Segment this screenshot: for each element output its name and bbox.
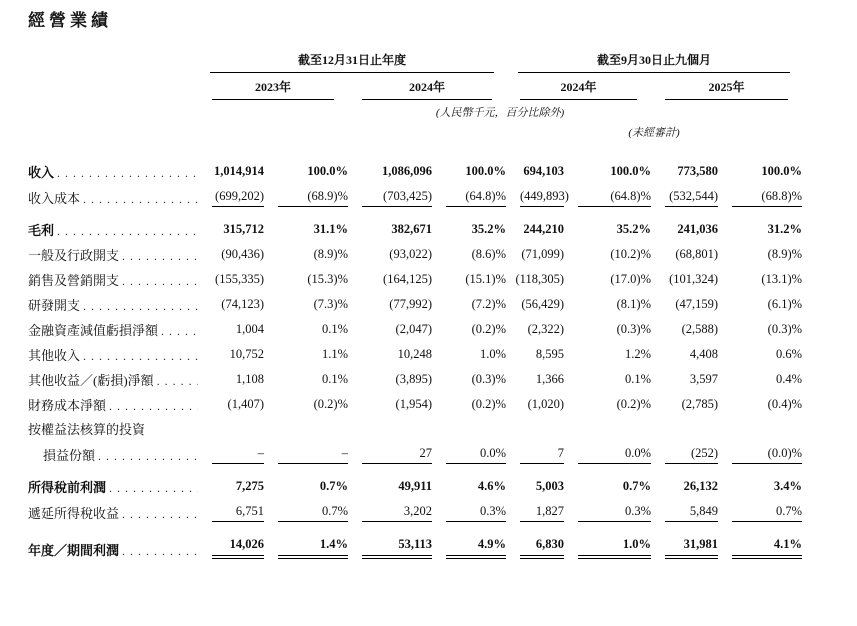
cell-value: 53,113 bbox=[348, 525, 432, 562]
row-label-text: 年度／期間利潤 bbox=[28, 543, 120, 558]
cell-value: 382,671 bbox=[391, 222, 432, 236]
cell-value: 1,108 bbox=[235, 372, 264, 386]
cell-value: 0.7% bbox=[319, 478, 348, 493]
row-label bbox=[28, 292, 198, 317]
cell-value: 1.1% bbox=[321, 347, 348, 361]
cell-value: 0.3% bbox=[432, 499, 506, 525]
cell-value: 0.7% bbox=[718, 499, 802, 525]
cell-value: (68.9)% bbox=[264, 184, 348, 210]
table-row bbox=[28, 342, 802, 367]
cell-value: – bbox=[198, 441, 264, 467]
cell-value: (101,324) bbox=[669, 272, 719, 286]
cell-value: 0.7% bbox=[264, 499, 348, 525]
cell-value: (47,159) bbox=[675, 297, 719, 311]
dot-leader bbox=[83, 298, 198, 314]
cell-value: (7.2)% bbox=[471, 297, 507, 311]
cell-value: 0.1% bbox=[321, 322, 348, 336]
cell-value: 35.2% bbox=[616, 222, 652, 236]
row-label bbox=[28, 140, 198, 184]
row-label bbox=[28, 417, 198, 441]
cell-value: 5,003 bbox=[535, 478, 565, 493]
cell-value: 0.1% bbox=[321, 372, 348, 386]
table-row bbox=[28, 417, 802, 441]
row-label-text: 所得稅前利潤 bbox=[28, 480, 107, 495]
cell-value: (77,992) bbox=[389, 297, 432, 311]
period-group-annual bbox=[198, 51, 506, 73]
dot-leader bbox=[109, 398, 198, 414]
cell-value: 7,275 bbox=[235, 478, 264, 493]
row-label bbox=[28, 267, 198, 292]
cell-value: 0.0% bbox=[432, 441, 506, 467]
cell-value: 4.6% bbox=[477, 478, 507, 493]
cell-value: 1.2% bbox=[624, 347, 652, 361]
cell-value: (6.1)% bbox=[767, 297, 803, 311]
cell-value: (0.2)% bbox=[471, 322, 507, 336]
cell-value: 27 bbox=[348, 441, 432, 467]
page-title: 經營業績 bbox=[28, 11, 112, 30]
cell-value: (64.8)% bbox=[432, 184, 506, 210]
cell-value: (68.8)% bbox=[718, 184, 802, 210]
period-group-annual-label: 截至12月31日止年度 bbox=[210, 51, 494, 73]
table-row bbox=[28, 242, 802, 267]
cell-value: (164,125) bbox=[383, 272, 432, 286]
table-row bbox=[28, 140, 802, 184]
column-year-2024: 2024年 bbox=[348, 73, 506, 100]
column-year-2023: 2023年 bbox=[198, 73, 348, 100]
cell-value: (74,123) bbox=[221, 297, 264, 311]
cell-value: (8.6)% bbox=[471, 247, 507, 261]
cell-value: (155,335) bbox=[215, 272, 264, 286]
cell-value: 10,752 bbox=[229, 347, 264, 361]
cell-value: 1,086,096 bbox=[382, 164, 432, 178]
header-spacer bbox=[28, 120, 198, 140]
dot-leader bbox=[57, 165, 198, 181]
cell-value: 10,248 bbox=[397, 347, 432, 361]
cell-value bbox=[564, 417, 651, 441]
cell-value: 7 bbox=[506, 441, 564, 467]
cell-value: 100.0% bbox=[465, 164, 507, 178]
cell-value: (71,099) bbox=[521, 247, 565, 261]
cell-value: (93,022) bbox=[389, 247, 432, 261]
dot-leader bbox=[83, 191, 198, 207]
row-label bbox=[28, 441, 198, 467]
cell-value: (68,801) bbox=[675, 247, 719, 261]
row-label-text: 遞延所得稅收益 bbox=[28, 506, 120, 521]
cell-value: 6,830 bbox=[506, 525, 564, 562]
column-year-2024-9m: 2024年 bbox=[506, 73, 651, 100]
dot-leader bbox=[122, 506, 198, 522]
cell-value: 0.1% bbox=[624, 372, 652, 386]
cell-value: 773,580 bbox=[677, 164, 719, 178]
cell-value: 100.0% bbox=[307, 164, 348, 178]
cell-value: (699,202) bbox=[198, 184, 264, 210]
cell-value: (8.1)% bbox=[616, 297, 652, 311]
cell-value: (0.0)% bbox=[718, 441, 802, 467]
cell-value: 4,408 bbox=[689, 347, 719, 361]
row-label bbox=[28, 242, 198, 267]
cell-value bbox=[651, 417, 718, 441]
row-label bbox=[28, 317, 198, 342]
row-label bbox=[28, 184, 198, 210]
cell-value bbox=[718, 417, 802, 441]
dot-leader bbox=[122, 273, 198, 289]
cell-value bbox=[506, 417, 564, 441]
table-header bbox=[28, 51, 802, 140]
cell-value: (1,407) bbox=[227, 397, 264, 411]
dot-leader bbox=[57, 223, 198, 239]
cell-value: (1,954) bbox=[395, 397, 432, 411]
dot-leader bbox=[157, 373, 198, 389]
unaudited-note: (未經審計) bbox=[628, 127, 680, 139]
cell-value: 100.0% bbox=[761, 164, 803, 178]
cell-value: (8.9)% bbox=[767, 247, 803, 261]
period-group-row bbox=[28, 51, 802, 73]
table-row bbox=[28, 367, 802, 392]
cell-value: 694,103 bbox=[523, 164, 565, 178]
table-row bbox=[28, 267, 802, 292]
table-row bbox=[28, 467, 802, 499]
cell-value: 3,597 bbox=[689, 372, 719, 386]
cell-value: 1,366 bbox=[535, 372, 565, 386]
period-group-nine-months bbox=[506, 51, 802, 73]
dot-leader bbox=[122, 543, 198, 559]
cell-value bbox=[348, 417, 432, 441]
cell-value: (0.3)% bbox=[616, 322, 652, 336]
cell-value: 4.9% bbox=[432, 525, 506, 562]
units-note-row bbox=[28, 100, 802, 120]
table-row bbox=[28, 184, 802, 210]
cell-value: 8,595 bbox=[535, 347, 565, 361]
cell-value: 0.7% bbox=[622, 478, 652, 493]
year-header-row bbox=[28, 73, 802, 100]
cell-value: (2,785) bbox=[681, 397, 719, 411]
row-label-text: 研發開支 bbox=[28, 298, 81, 314]
cell-value: 49,911 bbox=[398, 478, 432, 493]
cell-value: 26,132 bbox=[683, 478, 719, 493]
cell-value: (15.1)% bbox=[465, 272, 507, 286]
cell-value: 315,712 bbox=[223, 222, 264, 236]
dot-leader bbox=[161, 323, 198, 339]
cell-value: 1.4% bbox=[264, 525, 348, 562]
cell-value: 31.1% bbox=[313, 222, 348, 236]
row-label bbox=[28, 467, 198, 499]
cell-value: 241,036 bbox=[677, 222, 719, 236]
cell-value: 3.4% bbox=[773, 478, 803, 493]
cell-value: (0.3)% bbox=[767, 322, 803, 336]
cell-value: (13.1)% bbox=[761, 272, 803, 286]
cell-value: 0.0% bbox=[564, 441, 651, 467]
cell-value: (0.2)% bbox=[313, 397, 348, 411]
row-label bbox=[28, 342, 198, 367]
cell-value: 3,202 bbox=[348, 499, 432, 525]
dot-leader bbox=[98, 448, 198, 464]
cell-value: (449,893) bbox=[506, 184, 564, 210]
cell-value: (8.9)% bbox=[313, 247, 348, 261]
cell-value: 0.4% bbox=[775, 372, 803, 386]
dot-leader bbox=[109, 480, 198, 496]
row-label-text: 按權益法核算的投資 bbox=[28, 422, 146, 437]
header-spacer bbox=[28, 100, 198, 120]
row-label-text: 一般及行政開支 bbox=[28, 248, 120, 264]
table-row bbox=[28, 210, 802, 242]
row-label-text: 收入成本 bbox=[28, 191, 81, 207]
cell-value: – bbox=[264, 441, 348, 467]
cell-value: (2,047) bbox=[395, 322, 432, 336]
table-body bbox=[28, 140, 802, 562]
cell-value: 35.2% bbox=[471, 222, 507, 236]
header-spacer bbox=[28, 51, 198, 73]
header-spacer bbox=[198, 120, 506, 140]
cell-value: (0.2)% bbox=[471, 397, 507, 411]
cell-value: 100.0% bbox=[610, 164, 652, 178]
dot-leader bbox=[83, 348, 198, 364]
cell-value: (532,544) bbox=[651, 184, 718, 210]
cell-value bbox=[198, 417, 264, 441]
cell-value bbox=[432, 417, 506, 441]
cell-value: (0.4)% bbox=[767, 397, 803, 411]
row-label-text: 銷售及營銷開支 bbox=[28, 273, 120, 289]
cell-value: (2,588) bbox=[681, 322, 719, 336]
cell-value: 1.0% bbox=[564, 525, 651, 562]
cell-value: (15.3)% bbox=[307, 272, 348, 286]
cell-value: (2,322) bbox=[527, 322, 565, 336]
period-group-nine-months-label: 截至9月30日止九個月 bbox=[518, 51, 790, 73]
cell-value: 4.1% bbox=[718, 525, 802, 562]
cell-value: 1,004 bbox=[235, 322, 264, 336]
cell-value: (7.3)% bbox=[313, 297, 348, 311]
row-label bbox=[28, 210, 198, 242]
units-note: (人民幣千元，百分比除外) bbox=[435, 107, 565, 119]
cell-value: 1,827 bbox=[506, 499, 564, 525]
row-label bbox=[28, 392, 198, 417]
row-label bbox=[28, 367, 198, 392]
header-spacer bbox=[28, 73, 198, 100]
cell-value: (17.0)% bbox=[610, 272, 652, 286]
cell-value: (0.2)% bbox=[616, 397, 652, 411]
cell-value: (703,425) bbox=[348, 184, 432, 210]
cell-value: (118,305) bbox=[515, 272, 565, 286]
row-label-text: 其他收益／(虧損)淨額 bbox=[28, 373, 154, 389]
column-year-2025-9m: 2025年 bbox=[651, 73, 802, 100]
row-label-text: 收入 bbox=[28, 165, 55, 181]
table-row bbox=[28, 317, 802, 342]
cell-value: 31.2% bbox=[767, 222, 803, 236]
row-label bbox=[28, 499, 198, 525]
unaudited-note-row bbox=[28, 120, 802, 140]
row-label bbox=[28, 525, 198, 562]
cell-value: 244,210 bbox=[523, 222, 565, 236]
table-row bbox=[28, 499, 802, 525]
cell-value: (64.8)% bbox=[564, 184, 651, 210]
cell-value: (10.2)% bbox=[610, 247, 652, 261]
cell-value: (252) bbox=[651, 441, 718, 467]
row-label-text: 毛利 bbox=[28, 223, 55, 239]
operating-results-table bbox=[28, 51, 802, 562]
cell-value: 5,849 bbox=[651, 499, 718, 525]
dot-leader bbox=[122, 248, 198, 264]
table-row bbox=[28, 392, 802, 417]
table-row bbox=[28, 525, 802, 562]
table-row bbox=[28, 292, 802, 317]
table-row bbox=[28, 441, 802, 467]
cell-value: (90,436) bbox=[221, 247, 264, 261]
cell-value: 0.3% bbox=[564, 499, 651, 525]
cell-value: 0.6% bbox=[775, 347, 803, 361]
cell-value: (0.3)% bbox=[471, 372, 507, 386]
cell-value: 1,014,914 bbox=[214, 164, 264, 178]
cell-value bbox=[264, 417, 348, 441]
cell-value: (3,895) bbox=[395, 372, 432, 386]
cell-value: 6,751 bbox=[198, 499, 264, 525]
row-label-text: 損益份額 bbox=[43, 448, 96, 463]
cell-value: 1.0% bbox=[479, 347, 507, 361]
cell-value: (1,020) bbox=[527, 397, 565, 411]
cell-value: 31,981 bbox=[651, 525, 718, 562]
row-label-text: 其他收入 bbox=[28, 348, 81, 364]
cell-value: 14,026 bbox=[198, 525, 264, 562]
cell-value: (56,429) bbox=[521, 297, 565, 311]
row-label-text: 財務成本淨額 bbox=[28, 398, 107, 414]
row-label-text: 金融資產減值虧損淨額 bbox=[28, 323, 159, 339]
